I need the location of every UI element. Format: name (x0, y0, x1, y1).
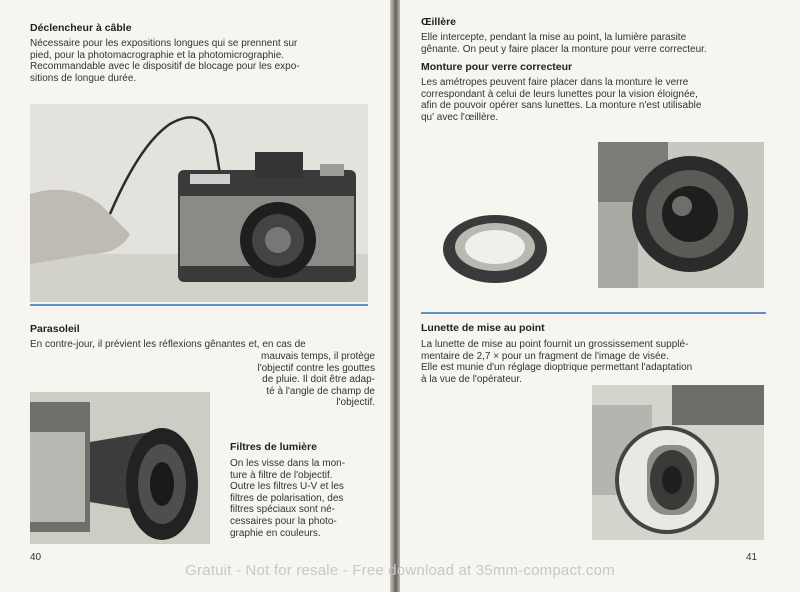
section-divider-right (421, 312, 766, 314)
lens-hood-heading: Parasoleil (30, 323, 80, 335)
page-number-left: 40 (30, 552, 42, 563)
focusing-magnifier-photo (592, 385, 764, 540)
filters-text: On les visse dans la mon- ture à filtre de l'objectif. Outre les filtres U-V et les filtres de polarisation, des filtres spéciaux sont né- cessaires pour la photo- graphie en couleurs. (230, 458, 346, 539)
lens-hood-text-side: mauvais temps, il protège l'objectif contre les gouttes de pluie. Il doit être adap- té à l'angle de champ de l'objectif. (257, 351, 375, 409)
section-divider-left (30, 304, 368, 306)
camera-cable-release-photo (30, 104, 368, 302)
eyecup-text: Elle intercepte, pendant la mise au point, la lumière parasite gênante. On peut y faire placer la monture pour verre correcteur. (421, 32, 707, 55)
focusing-magnifier-text: La lunette de mise au point fournit un grossissement supplé- mentaire de 2,7 × pour un fragment de l'image de visée. Elle est munie d'un réglage dioptrique permettant l'adaptation à la vue de l'opérateur. (421, 339, 693, 385)
book-gutter (390, 0, 400, 592)
filters-heading: Filtres de lumière (230, 441, 317, 453)
cable-release-heading: Déclencheur à câble (30, 22, 132, 34)
cable-release-text: Nécessaire pour les expositions longues qui se prennent sur pied, pour la photomacrographie et la photomicrographie. Recommandable avec le dispositif de blocage pour les expo- sitions de longue durée. (30, 38, 300, 84)
lens-hood-photo (30, 392, 210, 544)
lens-hood-text-top: En contre-jour, il prévient les réflexions gênantes et, en cas de (30, 339, 306, 350)
page-number-right: 41 (746, 552, 758, 563)
eyecup-on-camera-photo (598, 142, 764, 288)
eyecup-heading: Œillère (421, 16, 457, 28)
corrective-mount-text: Les amétropes peuvent faire placer dans la monture le verre correspondant à celui de leurs lunettes pour la vision éloignée, afin de pouvoir opérer sans lunettes. La monture n'est utilisable qu' avec l'œillère. (421, 77, 702, 123)
watermark-footer: Gratuit - Not for resale - Free download at 35mm-compact.com (185, 562, 615, 579)
correction-mount-photo (440, 205, 550, 287)
focusing-magnifier-heading: Lunette de mise au point (421, 322, 545, 334)
corrective-mount-heading: Monture pour verre correcteur (421, 61, 573, 73)
